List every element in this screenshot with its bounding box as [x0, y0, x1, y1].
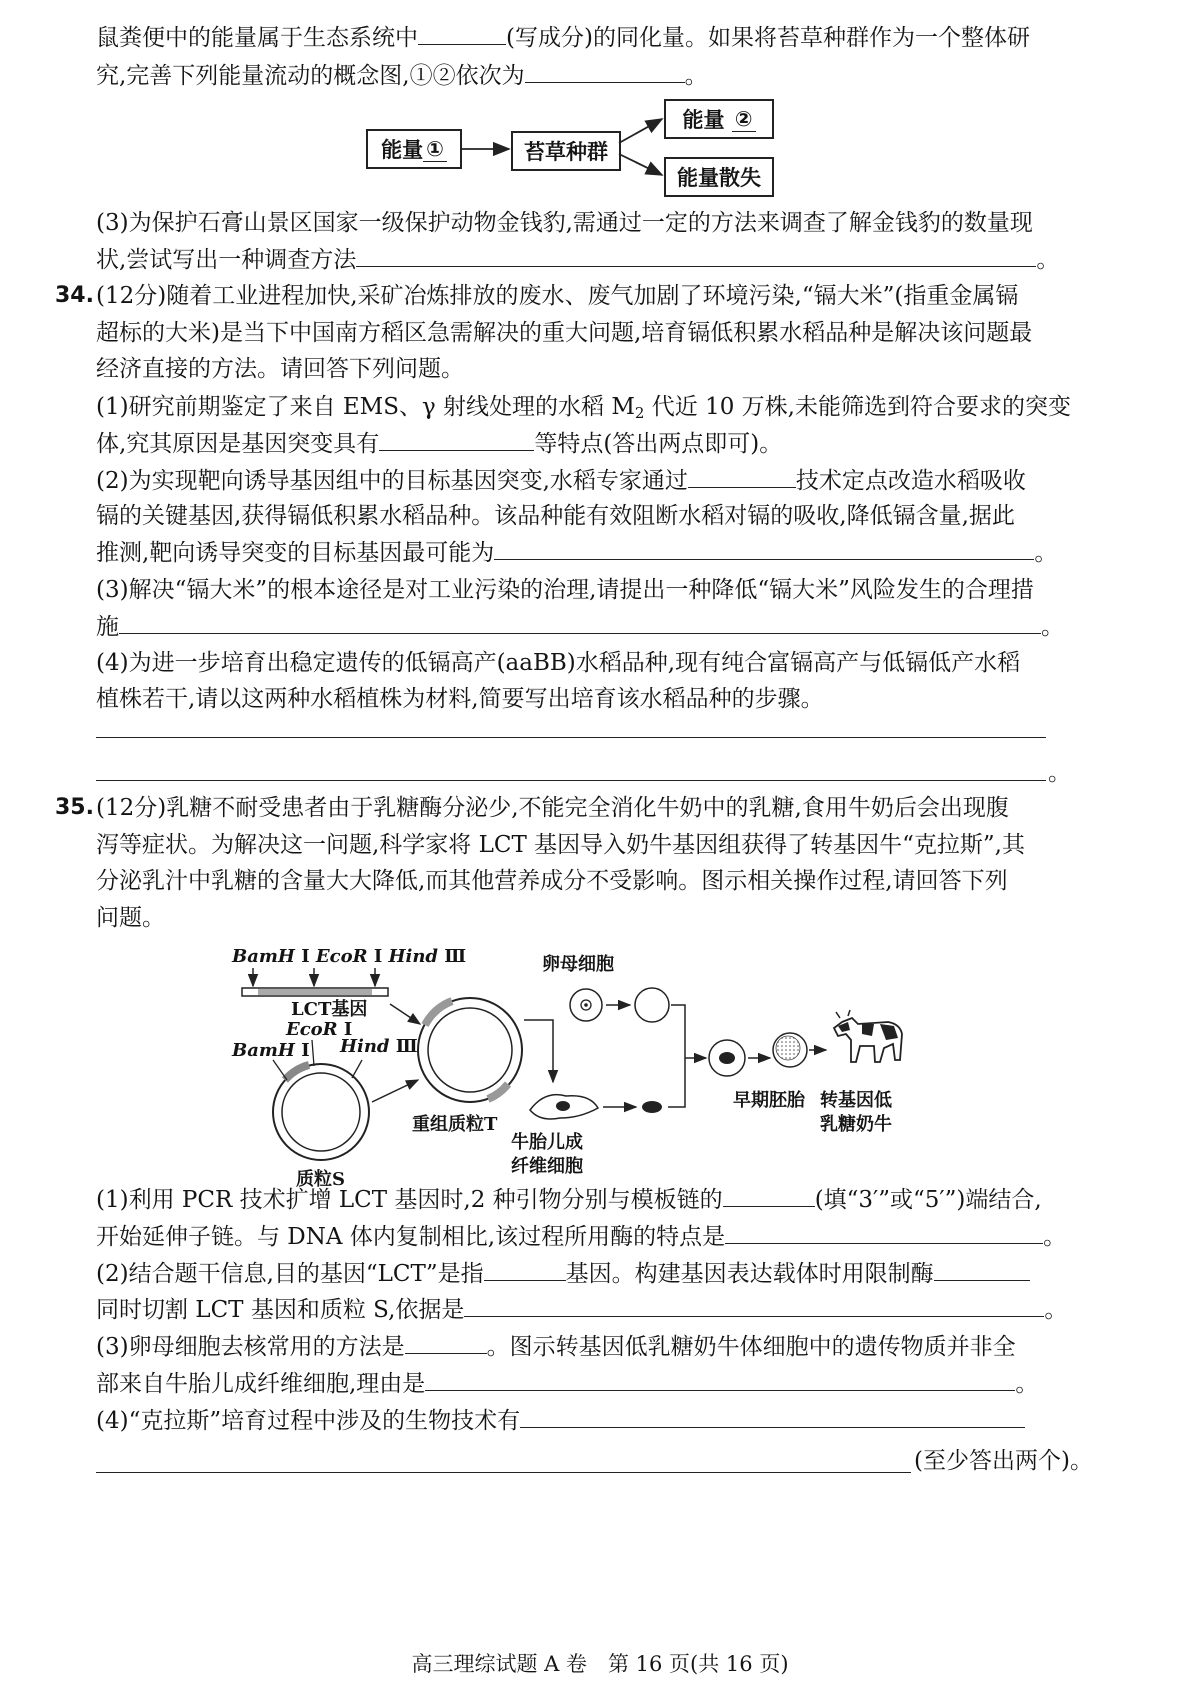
recombinant-plasmid-t — [418, 998, 522, 1102]
q35-s4-line-1: (4)“克拉斯”培育过程中涉及的生物技术有 — [96, 1405, 1025, 1436]
q35-s1-line-1: (1)利用 PCR 技术扩增 LCT 基因时,2 种引物分别与模板链的 (填“3′”或“5′”)端结合, — [96, 1184, 1042, 1215]
q35-s4-end: (至少答出两个)。 — [914, 1448, 1093, 1474]
cut-site-arrows — [253, 968, 375, 986]
q35-s3-line-2: 部来自牛胎儿成纤维细胞,理由是 。 — [96, 1368, 1038, 1399]
question-35-number: 35. — [55, 795, 94, 820]
q34-s2-line-2: 镉的关键基因,获得镉低积累水稻品种。该品种能有效阻断水稻对镉的吸收,降低镉含量,据此 — [96, 503, 1015, 529]
answer-blank[interactable] — [725, 1221, 1043, 1244]
answer-blank[interactable] — [520, 1405, 1025, 1428]
question-34-number: 34. — [55, 283, 94, 308]
q34-s3-line-1: (3)解决“镉大米”的根本途径是对工业污染的治理,请提出一种降低“镉大米”风险发生的合理措 — [96, 577, 1034, 603]
plasmid-s-label: 质粒S — [296, 1169, 345, 1190]
energy-box-1: 能量 ① — [366, 129, 462, 169]
answer-blank[interactable] — [464, 1294, 1044, 1317]
q33-sub3-line-2: 状,尝试写出一种调查方法 。 — [96, 244, 1059, 275]
enzyme-labels-top: BamH Ⅰ EcoR Ⅰ Hind Ⅲ — [232, 946, 467, 967]
answer-blank[interactable] — [723, 1184, 815, 1207]
q35-intro-3: 分泌乳汁中乳糖的含量大大降低,而其他营养成分不受影响。图示相关操作过程,请回答下列 — [96, 868, 1008, 894]
q34-s2-line-3: 推测,靶向诱导突变的目标基因最可能为 。 — [96, 537, 1057, 568]
q34-intro-1: (12分)随着工业进程加快,采矿冶炼排放的废水、废气加剧了环境污染,“镉大米”(指重金属镉 — [96, 283, 1019, 309]
plasmid-hind-label: Hind Ⅲ — [340, 1036, 418, 1057]
energy-loss-box: 能量散失 — [664, 157, 774, 197]
q34-s3-line-2: 施 。 — [96, 611, 1064, 642]
fibroblast-label-2: 纤维细胞 — [511, 1156, 583, 1177]
plasmid-s — [273, 1040, 369, 1160]
plasmid-ecor-label: EcoR Ⅰ — [286, 1019, 353, 1040]
plasmid-bamh-label: BamH Ⅰ — [232, 1040, 310, 1061]
reconstructed-cell — [709, 1040, 745, 1076]
q35-intro-4: 问题。 — [96, 905, 165, 931]
q35-s2-line-1: (2)结合题干信息,目的基因“LCT”是指 基因。构建基因表达载体时用限制酶 — [96, 1258, 1030, 1289]
q34-intro-2: 超标的大米)是当下中国南方稻区急需解决的重大问题,培育镉低积累水稻品种是解决该问题最 — [96, 320, 1033, 346]
q34-s4-end: 。 — [1048, 760, 1071, 786]
donor-nucleus — [642, 1101, 662, 1113]
oocyte-label: 卵母细胞 — [542, 954, 614, 975]
q33-line-1: 鼠粪便中的能量属于生态系统中 (写成分)的同化量。如果将苔草种群作为一个整体研 — [96, 22, 1030, 53]
recombinant-plasmid-label: 重组质粒T — [412, 1114, 498, 1135]
q33-line-2: 究,完善下列能量流动的概念图,①②依次为 。 — [96, 60, 708, 91]
q34-s4-line-1: (4)为进一步培育出稳定遗传的低镉高产(aaBB)水稻品种,现有纯合富镉高产与低镉低产水稻 — [96, 650, 1021, 676]
q35-intro-2: 泻等症状。为解决这一问题,科学家将 LCT 基因导入奶牛基因组获得了转基因牛“克拉斯”,其 — [96, 832, 1025, 858]
answer-blank[interactable] — [405, 1331, 487, 1354]
q35-s2-line-2: 同时切割 LCT 基因和质粒 S,依据是 。 — [96, 1294, 1067, 1325]
oocyte-cells — [570, 988, 669, 1022]
answer-rule[interactable] — [96, 1472, 911, 1473]
q35-s1-line-2: 开始延伸子链。与 DNA 体内复制相比,该过程所用酶的特点是 。 — [96, 1221, 1066, 1252]
q34-s1-line-1: (1)研究前期鉴定了来自 EMS、γ 射线处理的水稻 $M_2$ 代近 10 万株,未能筛选到符合要求的突变 — [96, 394, 1071, 422]
answer-blank[interactable] — [484, 1258, 566, 1281]
answer-blank[interactable] — [425, 1368, 1015, 1391]
q34-s2-line-1: (2)为实现靶向诱导基因组中的目标基因突变,水稻专家通过 技术定点改造水稻吸收 — [96, 465, 1026, 496]
fibroblast-cell — [530, 1095, 598, 1119]
early-embryo-label: 早期胚胎 — [733, 1090, 805, 1111]
q34-s1-line-2: 体,究其原因是基因突变具有 等特点(答出两点即可)。 — [96, 428, 782, 459]
transgenic-cow-label-1: 转基因低 — [820, 1090, 892, 1111]
fibroblast-label-1: 牛胎儿成 — [511, 1132, 583, 1153]
transgenic-cow-label-2: 乳糖奶牛 — [820, 1114, 892, 1135]
q35-intro-1: (12分)乳糖不耐受患者由于乳糖酶分泌少,不能完全消化牛奶中的乳糖,食用牛奶后会出现腹 — [96, 795, 1009, 821]
energy-box-2: 能量 ② — [664, 99, 774, 139]
lct-dna-fragment — [242, 988, 388, 996]
q33-sub3-line-1: (3)为保护石膏山景区国家一级保护动物金钱豹,需通过一定的方法来调查了解金钱豹的数量现 — [96, 210, 1033, 236]
cow-icon — [834, 1010, 902, 1062]
q34-intro-3: 经济直接的方法。请回答下列问题。 — [96, 356, 464, 382]
sedge-population-box: 苔草种群 — [511, 131, 621, 171]
lct-gene-label: LCT基因 — [291, 999, 368, 1020]
answer-blank[interactable] — [934, 1258, 1030, 1281]
early-embryo — [773, 1033, 807, 1067]
q35-s3-line-1: (3)卵母细胞去核常用的方法是 。图示转基因低乳糖奶牛体细胞中的遗传物质并非全 — [96, 1331, 1016, 1362]
page-footer: 高三理综试题 A 卷 第 16 页(共 16 页) — [411, 1652, 789, 1676]
q34-s4-line-2: 植株若干,请以这两种水稻植株为材料,简要写出培育该水稻品种的步骤。 — [96, 686, 824, 712]
